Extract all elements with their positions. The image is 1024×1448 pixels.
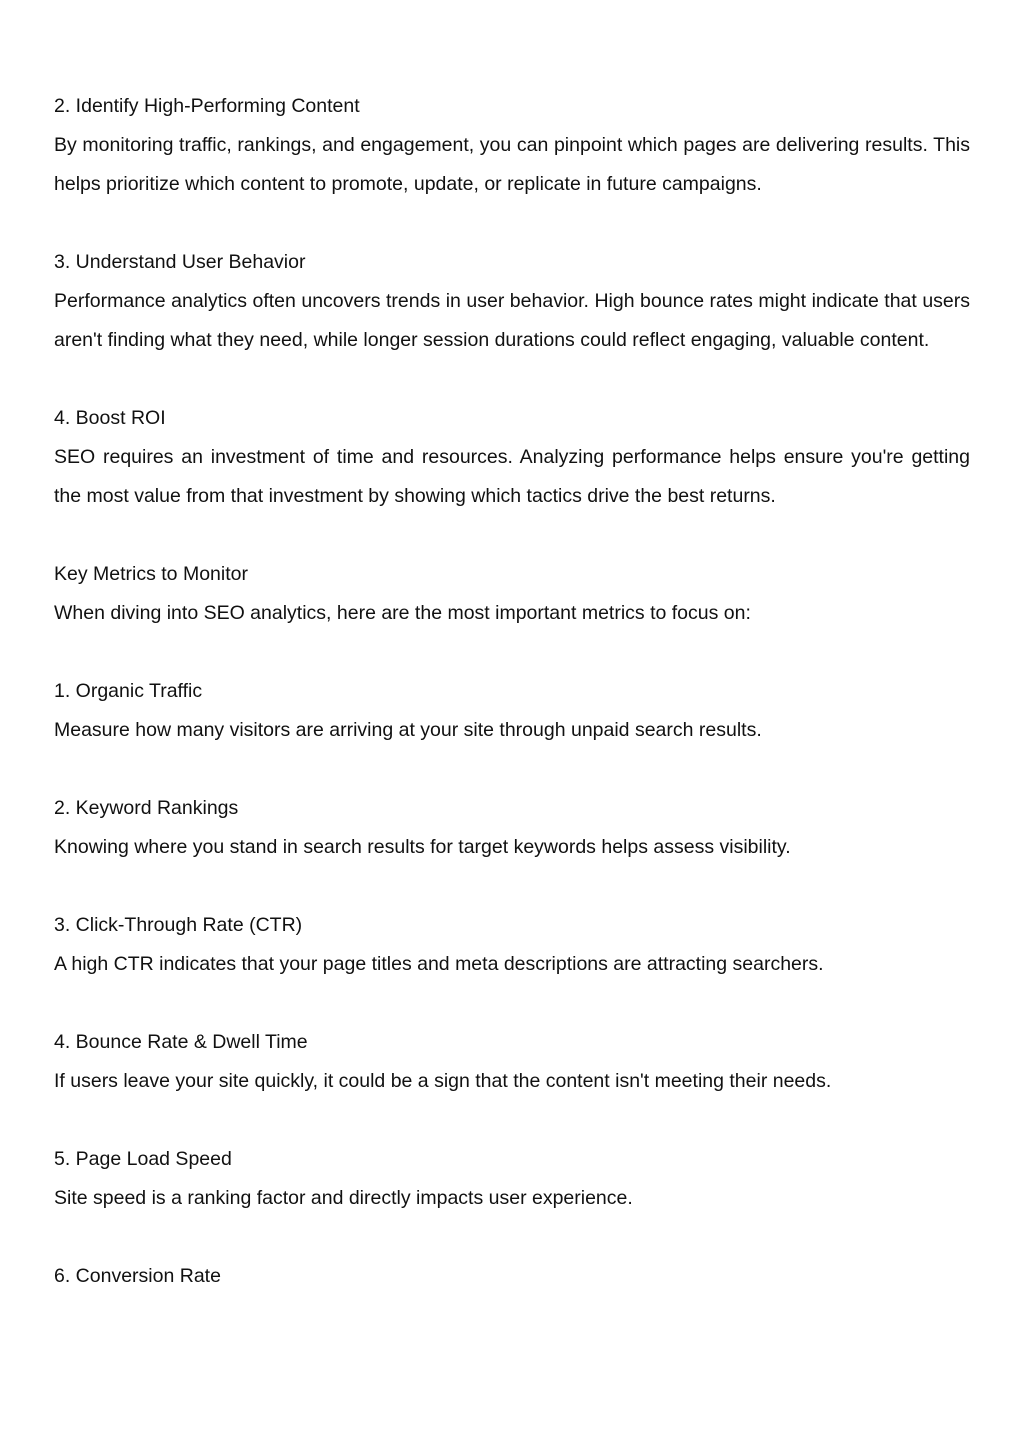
section-bounce-rate-dwell-time bbox=[54, 1023, 970, 1101]
section-page-load-speed bbox=[54, 1140, 970, 1218]
section-understand-user-behavior bbox=[54, 243, 970, 360]
section-keyword-rankings bbox=[54, 789, 970, 867]
section-body: Performance analytics often uncovers trends in user behavior. High bounce rates might indicate that users aren't finding what they need, while longer session durations could reflect engaging, valuable content. bbox=[54, 290, 970, 351]
section-heading: 3. Click-Through Rate (CTR) bbox=[54, 914, 303, 936]
section-boost-roi bbox=[54, 399, 970, 516]
document-page bbox=[54, 87, 970, 1335]
section-organic-traffic bbox=[54, 672, 970, 750]
section-body: If users leave your site quickly, it could be a sign that the content isn't meeting their needs. bbox=[54, 1070, 832, 1092]
section-body: A high CTR indicates that your page titles and meta descriptions are attracting searchers. bbox=[54, 953, 824, 975]
section-heading: 6. Conversion Rate bbox=[54, 1265, 221, 1287]
section-heading: 4. Boost ROI bbox=[54, 407, 166, 429]
section-body: SEO requires an investment of time and resources. Analyzing performance helps ensure you're getting the most value from that investment by showing which tactics drive the best returns. bbox=[54, 446, 970, 507]
section-heading: 2. Keyword Rankings bbox=[54, 797, 239, 819]
section-heading: Key Metrics to Monitor bbox=[54, 563, 248, 585]
section-heading: 1. Organic Traffic bbox=[54, 680, 203, 702]
section-identify-high-performing-content bbox=[54, 87, 970, 204]
section-heading: 2. Identify High-Performing Content bbox=[54, 95, 360, 117]
section-conversion-rate bbox=[54, 1257, 970, 1296]
section-click-through-rate bbox=[54, 906, 970, 984]
section-body: When diving into SEO analytics, here are the most important metrics to focus on: bbox=[54, 602, 751, 624]
section-heading: 5. Page Load Speed bbox=[54, 1148, 232, 1170]
section-heading: 3. Understand User Behavior bbox=[54, 251, 306, 273]
section-body: Knowing where you stand in search results for target keywords helps assess visibility. bbox=[54, 836, 791, 858]
section-body: By monitoring traffic, rankings, and engagement, you can pinpoint which pages are delivering results. This helps prioritize which content to promote, update, or replicate in future campaigns. bbox=[54, 134, 970, 195]
section-heading: 4. Bounce Rate & Dwell Time bbox=[54, 1031, 308, 1053]
section-body: Site speed is a ranking factor and directly impacts user experience. bbox=[54, 1187, 633, 1209]
section-body: Measure how many visitors are arriving at your site through unpaid search results. bbox=[54, 719, 762, 741]
section-key-metrics bbox=[54, 555, 970, 633]
